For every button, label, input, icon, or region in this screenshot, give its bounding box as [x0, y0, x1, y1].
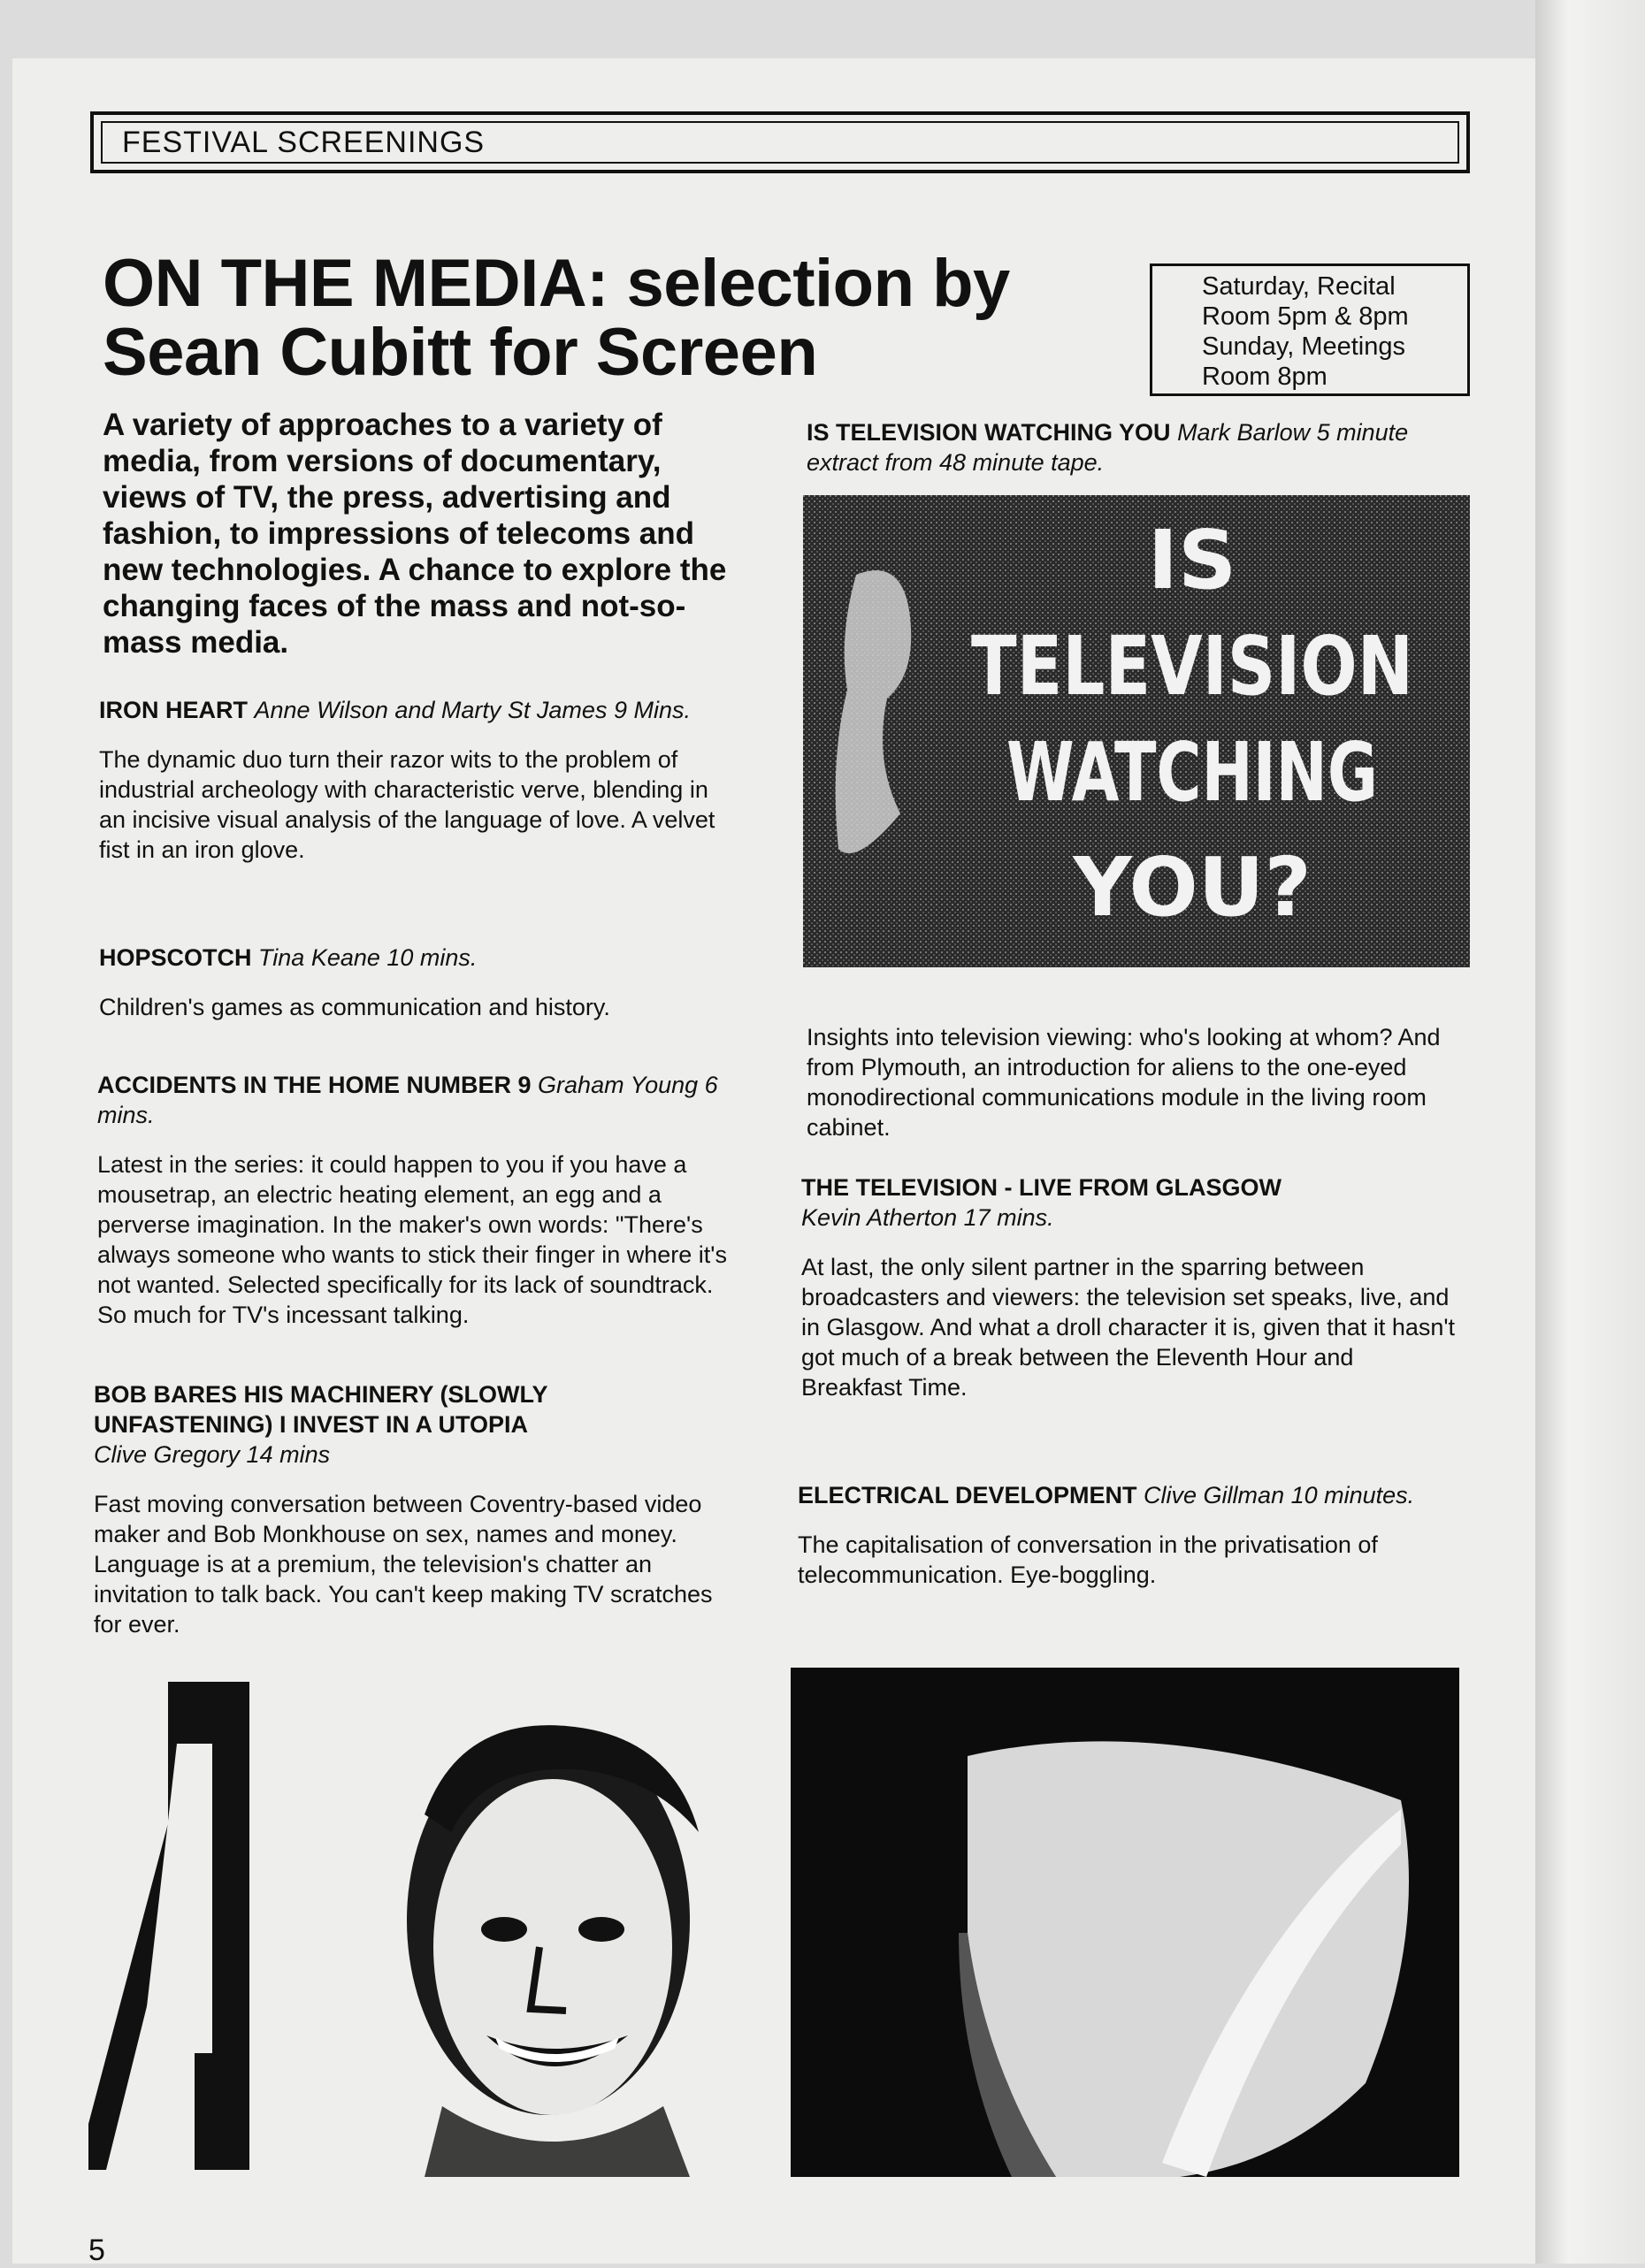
- page-number: 5: [88, 2234, 105, 2267]
- electrical-development-image: [791, 1668, 1459, 2177]
- times-line3: Sunday, Meetings: [1202, 332, 1405, 361]
- entry-iron-heart: [99, 695, 718, 865]
- intro-paragraph: A variety of approaches to a variety of media, from versions of documentary, views of TV, the press, advertising and fashion, to impressions of telecoms and new technologies. A chance to explore the changing faces of the mass and not-so-mass media.: [103, 408, 727, 660]
- entry-title: ELECTRICAL DEVELOPMENT: [798, 1482, 1137, 1508]
- entry-credit: Graham Young 6 mins.: [97, 1072, 718, 1128]
- tv-image-text-line1: IS: [1147, 513, 1237, 607]
- entry-title: THE TELEVISION - LIVE FROM GLASGOW: [801, 1174, 1282, 1201]
- entry-description: The dynamic duo turn their razor wits to the problem of industrial archeology with characteristic verve, blending in an incisive visual analysis of the language of love. A velvet fist in an iron glove.: [99, 746, 715, 863]
- electrical-development-graphic: [791, 1668, 1459, 2177]
- times-line4: Room 8pm: [1202, 363, 1327, 391]
- entry-credit: Mark Barlow 5 minute extract from 48 minute tape.: [807, 419, 1409, 476]
- section-header: [101, 121, 1459, 164]
- entry-description: At last, the only silent partner in the sparring between broadcasters and viewers: the television set speaks, live, and in Glasgow. And what a droll character it is, given that it hasn't got much of a break between the Eleventh Hour and Breakfast Time.: [801, 1254, 1456, 1401]
- entry-title: IS TELEVISION WATCHING YOU: [807, 419, 1171, 446]
- entry-bob-bares: [94, 1379, 731, 1639]
- section-header-label: FESTIVAL SCREENINGS: [122, 125, 486, 159]
- section-header-box: [90, 111, 1470, 173]
- entry-title: ACCIDENTS IN THE HOME NUMBER 9: [97, 1072, 532, 1098]
- entry-credit: Tina Keane 10 mins.: [258, 944, 478, 971]
- tv-image-text-line4: YOU?: [1073, 840, 1312, 935]
- entry-description: Insights into television viewing: who's looking at whom? And from Plymouth, an introduction for aliens to the one-eyed monodirectional communications module in the living room cabinet.: [807, 1024, 1441, 1141]
- bob-monkhouse-graphic: [88, 1682, 743, 2177]
- entry-the-television-live: [801, 1172, 1456, 1402]
- screening-times-box: [1150, 263, 1470, 396]
- entry-is-television-watching-you: [807, 417, 1443, 477]
- entry-credit: Kevin Atherton 17 mins.: [801, 1204, 1054, 1231]
- entry-description: The capitalisation of conversation in the privatisation of telecommunication. Eye-boggling.: [798, 1531, 1378, 1588]
- times-line2: Room 5pm & 8pm: [1202, 302, 1409, 331]
- entry-hopscotch: [99, 943, 718, 1022]
- entry-accidents-in-the-home: [97, 1070, 734, 1330]
- entry-electrical-development: [798, 1480, 1452, 1590]
- entry-is-television-desc: [807, 1022, 1461, 1142]
- entry-description: Children's games as communication and history.: [99, 994, 610, 1020]
- page-title-line2: Sean Cubitt for Screen: [103, 315, 818, 390]
- page-edge: [1535, 0, 1645, 2264]
- tv-watching-image: [803, 495, 1470, 967]
- tv-image-text-line2: TELEVISION: [971, 619, 1413, 714]
- tv-image-text-line3: WATCHING: [1006, 725, 1378, 820]
- entry-credit: Anne Wilson and Marty St James 9 Mins.: [254, 697, 691, 723]
- entry-credit: Clive Gregory 14 mins: [94, 1441, 331, 1468]
- entry-description: Latest in the series: it could happen to you if you have a mousetrap, an electric heating element, an egg and a perverse imagination. In the maker's own words: "There's always someone who wants to stick their finger in where it's not wanted. Selected specifically for its lack of soundtrack. So much for TV's incessant talking.: [97, 1151, 727, 1328]
- entry-title: HOPSCOTCH: [99, 944, 252, 971]
- page-title: [103, 246, 1058, 390]
- bob-monkhouse-image: [88, 1682, 743, 2177]
- times-line1: Saturday, Recital: [1202, 272, 1396, 301]
- entry-title: IRON HEART: [99, 697, 248, 723]
- page-title-line1: ON THE MEDIA: selection by: [103, 246, 1010, 321]
- entry-title: BOB BARES HIS MACHINERY (SLOWLY UNFASTENING) I INVEST IN A UTOPIA: [94, 1381, 548, 1438]
- entry-description: Fast moving conversation between Coventry-based video maker and Bob Monkhouse on sex, names and money. Language is at a premium, the television's chatter an invitation to talk back. You can't keep making TV scratches for ever.: [94, 1491, 713, 1638]
- tv-watching-graphic: [803, 495, 1470, 967]
- entry-credit: Clive Gillman 10 minutes.: [1144, 1482, 1415, 1508]
